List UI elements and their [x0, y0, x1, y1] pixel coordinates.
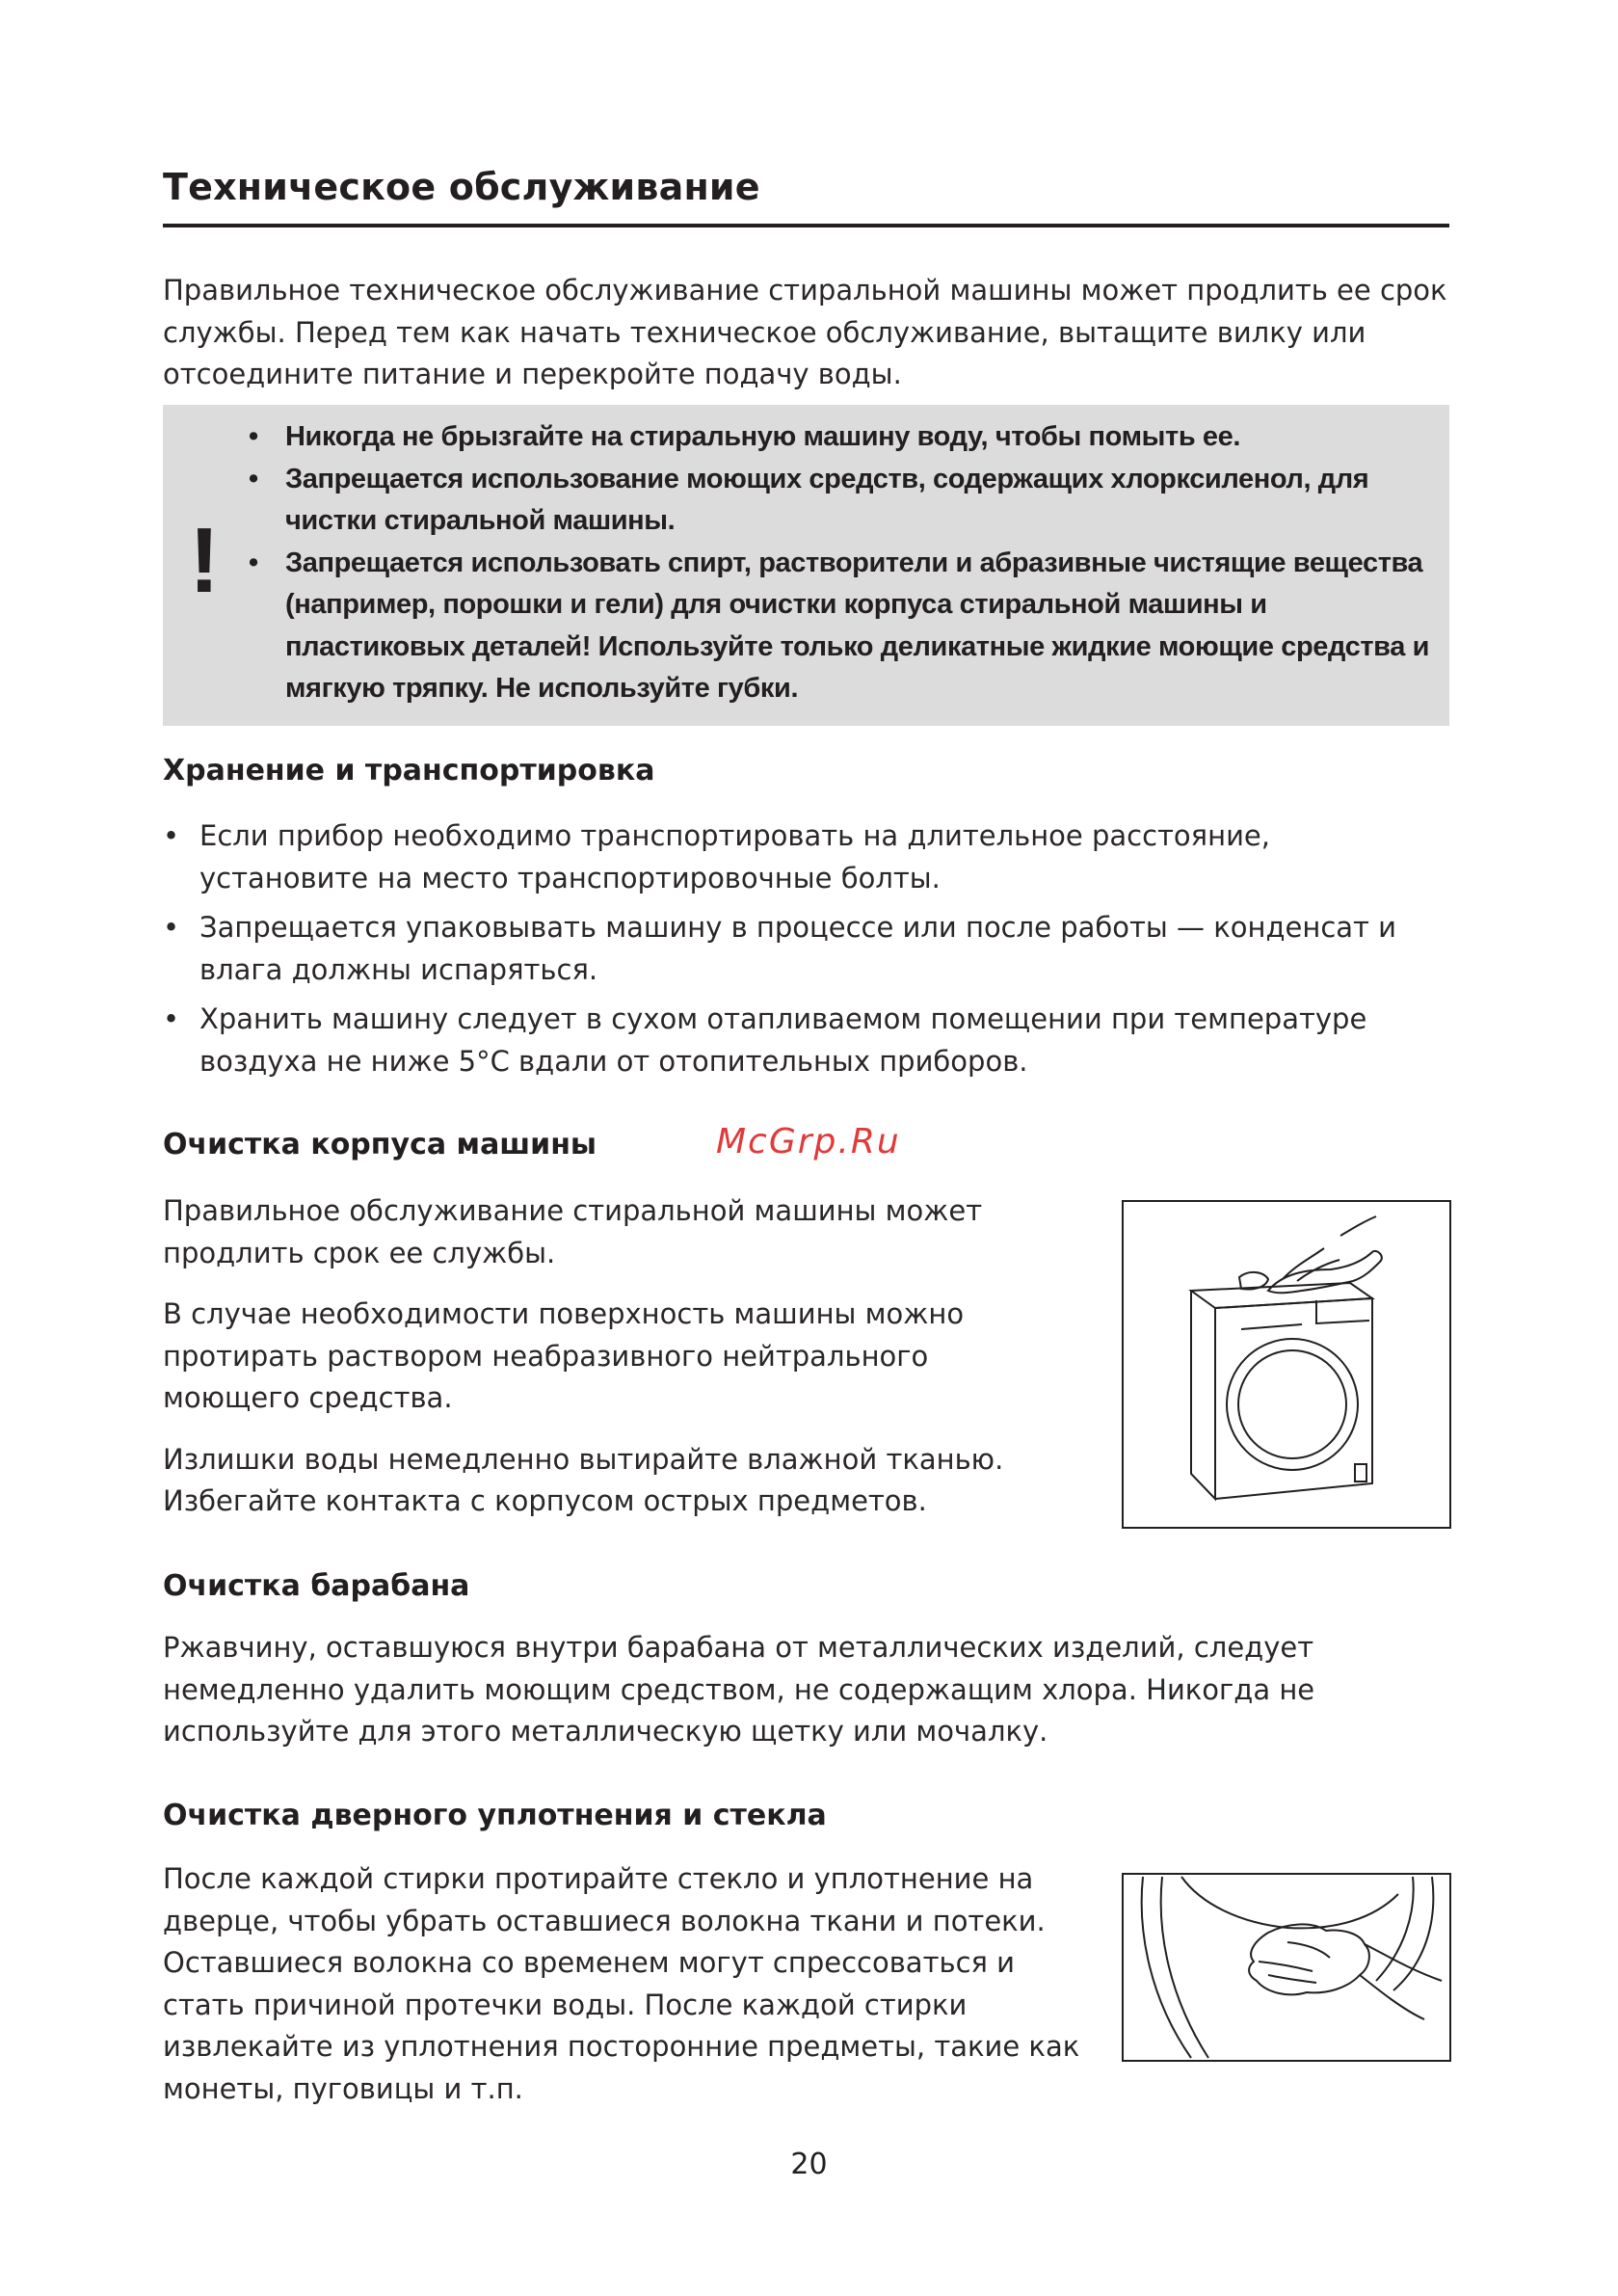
body-cleaning-paragraph: В случае необходимости поверхность машины можно протирать раствором неабразивного нейтрального моющего средства. — [163, 1297, 965, 1414]
warning-list — [249, 416, 1434, 710]
seal-cleaning-heading: Очистка дверного уплотнения и стекла — [163, 1799, 827, 1832]
page-number: 20 — [790, 2148, 828, 2181]
storage-item: • Хранить машину следует в сухом отапливаемом помещении при температуре воздуха не ниже 5°C вдали от отопительных приборов. — [163, 999, 1445, 1082]
exclamation-icon: ! — [189, 509, 220, 612]
storage-list — [163, 815, 1445, 1090]
storage-item: • Если прибор необходимо транспортировать на длительное расстояние, установите на место транспортировочные болты. — [163, 815, 1445, 899]
storage-heading: Хранение и транспортировка — [163, 754, 655, 788]
storage-item: • Запрещается упаковывать машину в процессе или после работы — конденсат и влага должны испаряться. — [163, 907, 1445, 991]
drum-cleaning-text: Ржавчину, оставшуюся внутри барабана от металлических изделий, следует немедленно удалить моющим средством, не содержащим хлора. Никогда не используйте для этого металлическую щетку или мочалку. — [163, 1631, 1315, 1748]
title-divider — [163, 224, 1449, 227]
body-cleaning-text — [163, 1190, 1030, 1542]
watermark-text: McGrp.Ru — [716, 1122, 901, 1161]
warning-item: • Никогда не брызгайте на стиральную машину воду, чтобы помыть ее. — [249, 416, 1434, 459]
body-cleaning-paragraph: Излишки воды немедленно вытирайте влажной тканью. Избегайте контакта с корпусом острых предметов. — [163, 1442, 1004, 1517]
page-title: Техническое обслуживание — [163, 166, 760, 208]
door-seal-wipe-illustration — [1122, 1873, 1451, 2062]
warning-item: • Запрещается использовать спирт, растворители и абразивные чистящие вещества (например, порошки и гели) для очистки корпуса стиральной машины и пластиковых деталей! Используйте только деликатные жидкие моющие средства и мягкую тряпку. Не используйте губки. — [249, 543, 1434, 710]
intro-paragraph: Правильное техническое обслуживание стиральной машины может продлить ее срок службы. Перед тем как начать техническое обслуживание, вытащите вилку или отсоедините питание и перекройте подачу воды. — [163, 274, 1447, 390]
body-cleaning-paragraph: Правильное обслуживание стиральной машины может продлить срок ее службы. — [163, 1194, 983, 1269]
body-cleaning-heading: Очистка корпуса машины — [163, 1128, 597, 1161]
washing-machine-wipe-illustration — [1122, 1200, 1451, 1529]
warning-item: • Запрещается использование моющих средств, содержащих хлорксиленол, для чистки стиральной машины. — [249, 459, 1434, 543]
seal-cleaning-text: После каждой стирки протирайте стекло и уплотнение на дверце, чтобы убрать оставшиеся волокна ткани и потеки. Оставшиеся волокна со временем могут спрессоваться и стать причиной протечки воды. После каждой стирки извлекайте из уплотнения посторонние предметы, такие как монеты, пуговицы и т.п. — [163, 1862, 1080, 2105]
drum-cleaning-heading: Очистка барабана — [163, 1569, 470, 1603]
